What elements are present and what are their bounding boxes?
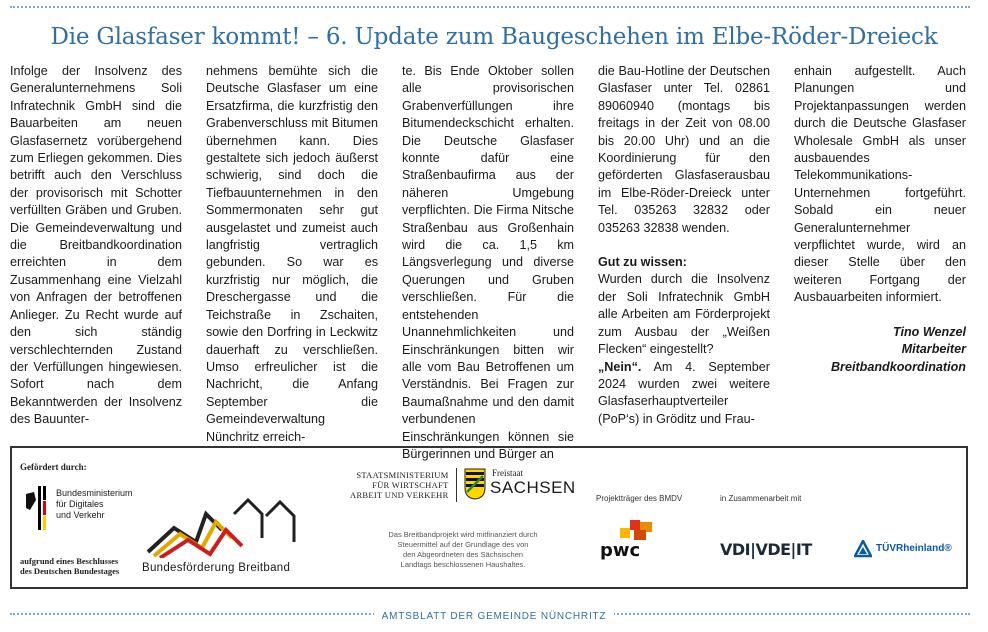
bmdv-eagle-icon	[24, 486, 48, 530]
author-name: Tino Wenzel	[892, 324, 966, 339]
tuv-logo-text: TÜVRheinland®	[876, 543, 952, 554]
cofinance-line: Das Breitbandprojekt wird mitfinanziert durch	[388, 530, 538, 539]
gut-zu-wissen-answer-strong: „Nein“.	[598, 359, 642, 374]
smwa-line: ARBEIT UND VERKEHR	[350, 490, 449, 500]
cofinance-line: Landtags beschlossenen Haushaltes.	[400, 560, 526, 569]
article-title: Die Glasfaser kommt! – 6. Update zum Baugeschehen im Elbe-Röder-Dreieck	[50, 24, 938, 50]
projekttraeger-label: Projektträger des BMDV	[596, 494, 683, 503]
paragraph: te. Bis Ende Oktober sollen alle provisorischen Grabenverfüllungen ihre Bitumendeckschicht erhalten. Die Deutsche Glasfaser konnte dafür eine Straßenbaufirma aus der näheren Umgebung verpflichten. Die Firma Nitsche Straßenbau aus Großenhain wird die ca. 1,5 km Längsverlegung und diverse Querungen und Gruben verschließen. Für die entstehenden Unannehmlichkeiten und Einschränkungen bitten wir alle vom Bau Betroffenen um Verständnis. Bei Fragen zur Baumaßnahme und den damit verbundenen Einschränkungen können sie Bürgerinnen und Bürger an	[402, 64, 574, 461]
column-5	[794, 63, 966, 376]
cofinance-line: Steuermittel auf der Grundlage des von	[397, 540, 529, 549]
gut-zu-wissen-heading: Gut zu wissen	[598, 255, 683, 270]
bmdv-line: für Digitales	[56, 499, 104, 509]
tuv-triangle-icon	[854, 540, 872, 558]
column-1	[10, 63, 182, 429]
smwa-line: FÜR WIRTSCHAFT	[372, 480, 449, 490]
publication-name: AMTSBLATT DER GEMEINDE NÜNCHRITZ	[374, 611, 615, 622]
footer	[0, 606, 988, 624]
breitband-logo-icon	[144, 494, 324, 558]
paragraph: nehmens bemühte sich die Deutsche Glasfaser um eine Ersatzfirma, die kurzfristig den Grabenverschluss mit Bitumen übernehmen kann. Dies gestaltete sich jedoch äußerst schwierig, sind doch die Tiefbauunternehmen in den Sommermonaten sehr gut ausgelastet und zumeist auch langfristig vertraglich gebunden. So war es kurzfristig nur möglich, die Dreschergasse und die Teichstraße in Zschaiten, sowie den Dorfring in Leckwitz dauerhaft zu verschließen. Umso erfreulicher ist die Nachricht, die Anfang September die Gemeindeverwaltung Nünchritz erreich-	[206, 64, 378, 444]
sachsen-crest-icon	[464, 468, 486, 500]
author-department: Breitbandkoordination	[830, 359, 966, 374]
bmdv-line: und Verkehr	[56, 510, 105, 520]
vdi-vde-it-logo: VDI|VDE|IT	[720, 540, 812, 559]
sponsor-box	[10, 446, 968, 589]
freistaat-label: Freistaat	[492, 468, 523, 478]
pwc-mark-icon	[620, 520, 656, 542]
zusammenarbeit-label: in Zusammenarbeit mit	[720, 494, 802, 503]
bundestag-note	[20, 556, 119, 576]
signature	[794, 324, 966, 376]
bundestag-line: des Deutschen Bundestages	[20, 566, 120, 576]
author-role: Mitarbeiter	[901, 342, 966, 357]
smwa-logo-text	[350, 470, 449, 500]
pwc-logo-text: pwc	[600, 540, 641, 561]
cofinance-note	[368, 530, 558, 570]
paragraph: Infolge der Insolvenz des Generalunternehmens Soli Infratechnik GmbH sind die Bauarbeiten am neuen Glasfasernetz vorübergehend zum Erliegen gekommen. Dies betrifft auch den Verschluss der provisorisch mit Schotter verfüllten Gräben und Gruben. Die Gemeindeverwaltung und die Breitbandkoordination erreichten in dem Zusammenhang eine Vielzahl von Anfragen der betroffenen Anlieger. Zu Recht wurde auf den sich ständig verschlechternden Zustand der Verfüllungen hingewiesen. Sofort nach dem Bekanntwerden der Insolvenz des Bauunter-	[10, 64, 182, 427]
column-3	[402, 63, 574, 463]
cofinance-line: den Abgeordneten des Sächsischen	[402, 550, 524, 559]
column-2	[206, 63, 378, 446]
paragraph: enhain aufgestellt. Auch Planungen und Projektanpassungen werden durch die Deutsche Glasfaser Wholesale GmbH als unser ausbauendes Telekommunikations-Unternehmen fortgeführt. Sobald ein neuer Generalunternehmer verpflichtet wurde, wird an dieser Stelle über den weiteren Fortgang der Ausbauarbeiten informiert.	[794, 64, 966, 305]
bmdv-line: Bundesministerium	[56, 488, 133, 498]
bundestag-line: aufgrund eines Beschlusses	[20, 556, 119, 566]
bmdv-logo-text	[56, 488, 133, 521]
top-divider	[10, 6, 970, 8]
gut-zu-wissen-answer: Am 4. September 2024 wurden zwei weitere Glasfaserhauptverteiler (PoP‘s) in Gröditz und Frau-	[598, 359, 770, 426]
column-4	[598, 63, 770, 428]
funded-by-label: Gefördert durch:	[20, 462, 87, 472]
paragraph: die Bau-Hotline der Deutschen Glasfaser unter Tel. 02861 89060940 (montags bis freitags in der Zeit von 08.00 bis 20.00 Uhr) und an die Koordinierung für den geförderten Glasfaserausbau im Elbe-Röder-Dreieck unter Tel. 035263 32832 oder 035263 32838 wenden.	[598, 64, 770, 235]
sachsen-label: SACHSEN	[490, 478, 576, 497]
logo-divider	[456, 468, 457, 502]
breitband-logo-text: Bundesförderung Breitband	[142, 562, 291, 574]
gut-zu-wissen-question: Wurden durch die Insolvenz der Soli Infratechnik GmbH alle Arbeiten am Förderprojekt zum Ausbau der „Weißen Flecken“ eingestellt?	[598, 272, 770, 357]
smwa-line: STAATSMINISTERIUM	[356, 470, 449, 480]
info-box: Gut zu wissen: Wurden durch die Insolvenz der Soli Infratechnik GmbH alle Arbeiten am Förderprojekt zum Ausbau der „Weißen Flecken“ eingestellt? „Nein“. Am 4. September 2024 wurden zwei weitere Glasfaserhauptverteiler (PoP‘s) in Gröditz und Frau-	[598, 255, 770, 426]
